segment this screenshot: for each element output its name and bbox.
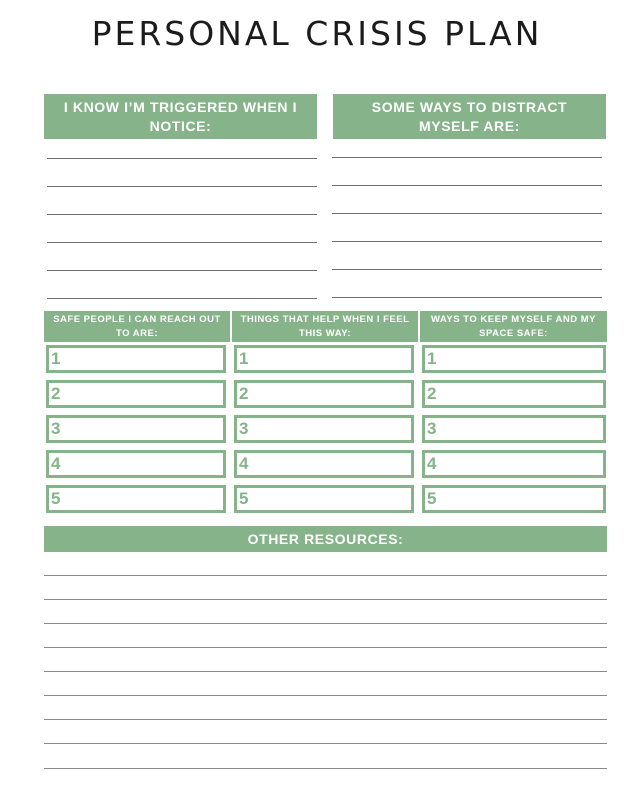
- writing-line[interactable]: [44, 599, 607, 600]
- safe-people-entry-1[interactable]: 1: [46, 345, 226, 373]
- writing-line[interactable]: [332, 269, 602, 270]
- other-resources-heading: OTHER RESOURCES:: [247, 530, 404, 547]
- distractions-heading: SOME WAYS TO DISTRACT MYSELF ARE:: [371, 98, 568, 134]
- writing-line[interactable]: [44, 743, 607, 744]
- keep-safe-entry-3[interactable]: 3: [422, 415, 606, 443]
- helpful-things-entry-5[interactable]: 5: [234, 485, 414, 513]
- writing-line[interactable]: [332, 241, 602, 242]
- keep-safe-entry-4[interactable]: 4: [422, 450, 606, 478]
- writing-line[interactable]: [44, 575, 607, 576]
- safe-people-entry-5[interactable]: 5: [46, 485, 226, 513]
- keep-safe-heading: WAYS TO KEEP MYSELF AND MY SPACE SAFE:: [430, 313, 597, 339]
- page-title: PERSONAL CRISIS PLAN: [91, 14, 543, 53]
- safe-people-entry-2[interactable]: 2: [46, 380, 226, 408]
- writing-line[interactable]: [44, 623, 607, 624]
- safe-people-entry-3[interactable]: 3: [46, 415, 226, 443]
- writing-line[interactable]: [332, 185, 602, 186]
- writing-line[interactable]: [332, 297, 602, 298]
- writing-line[interactable]: [44, 695, 607, 696]
- writing-line[interactable]: [47, 158, 317, 159]
- writing-line[interactable]: [44, 768, 607, 769]
- helpful-things-entry-4[interactable]: 4: [234, 450, 414, 478]
- writing-line[interactable]: [44, 671, 607, 672]
- safe-people-heading: SAFE PEOPLE I CAN REACH OUT TO ARE:: [53, 313, 221, 339]
- triggers-heading: I KNOW I’M TRIGGERED WHEN I NOTICE:: [63, 98, 298, 134]
- writing-line[interactable]: [47, 186, 317, 187]
- helpful-things-entry-3[interactable]: 3: [234, 415, 414, 443]
- writing-line[interactable]: [332, 213, 602, 214]
- writing-line[interactable]: [47, 298, 317, 299]
- writing-line[interactable]: [44, 647, 607, 648]
- triggers-header: [44, 94, 317, 139]
- writing-line[interactable]: [47, 270, 317, 271]
- keep-safe-entry-5[interactable]: 5: [422, 485, 606, 513]
- writing-line[interactable]: [47, 242, 317, 243]
- other-resources-header: [44, 526, 607, 552]
- safe-people-entry-4[interactable]: 4: [46, 450, 226, 478]
- keep-safe-header: [420, 311, 607, 342]
- distractions-header: [333, 94, 606, 139]
- helpful-things-heading: THINGS THAT HELP WHEN I FEEL THIS WAY:: [240, 313, 410, 339]
- helpful-things-entry-1[interactable]: 1: [234, 345, 414, 373]
- helpful-things-header: [232, 311, 418, 342]
- writing-line[interactable]: [44, 719, 607, 720]
- safe-people-header: [44, 311, 230, 342]
- keep-safe-entry-1[interactable]: 1: [422, 345, 606, 373]
- helpful-things-entry-2[interactable]: 2: [234, 380, 414, 408]
- writing-line[interactable]: [332, 157, 602, 158]
- writing-line[interactable]: [47, 214, 317, 215]
- keep-safe-entry-2[interactable]: 2: [422, 380, 606, 408]
